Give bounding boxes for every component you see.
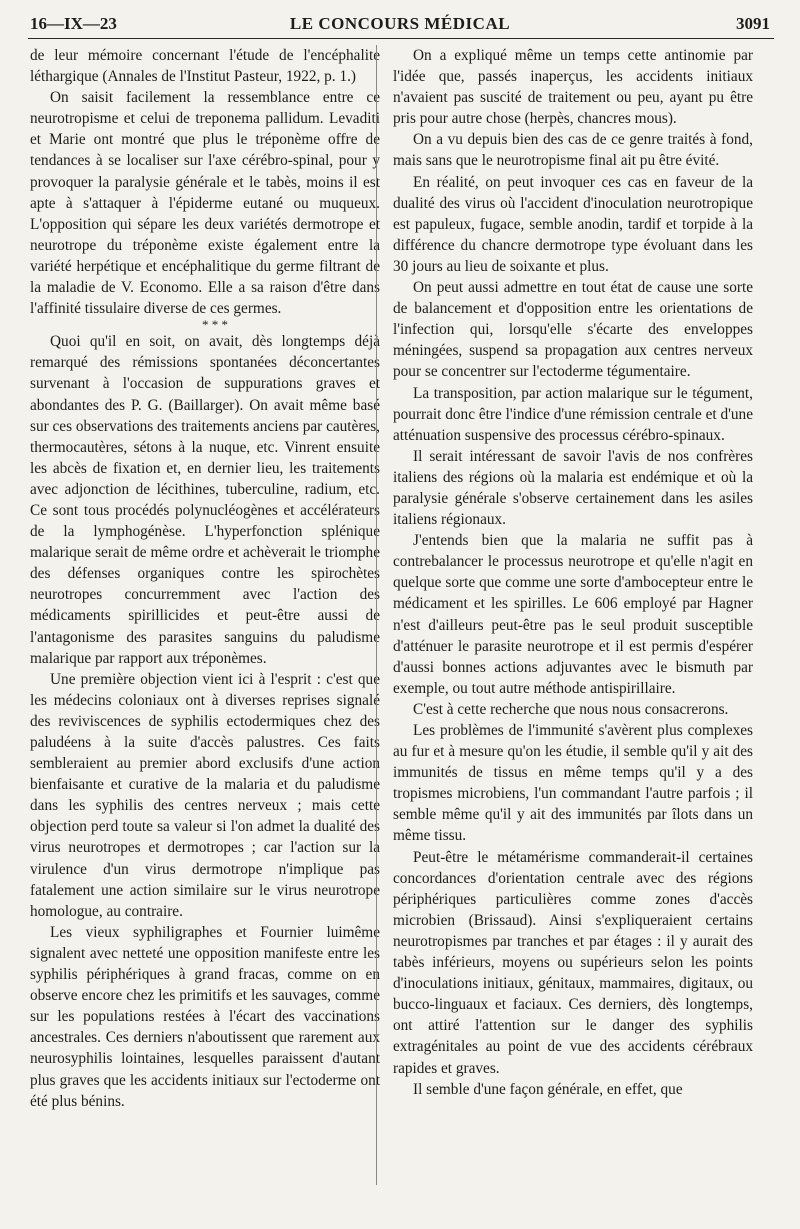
paragraph: On a expliqué même un temps cette antinomie par l'idée que, passés inaperçus, les accidents initiaux n'avaient pas suscité de traitement ou peu, ayant pu être pris pour autre chose (herpès, chancres mous).: [393, 47, 753, 128]
section-asterism: * * *: [202, 317, 228, 333]
paragraph: Les problèmes de l'immunité s'avèrent plus complexes au fur et à mesure qu'on les étudie, il semble qu'il y ait des immunités de tissus en même temps qu'il y a des tropismes microbiens, l'un commandant l'autre parfois ; il semble même qu'il y ait des immunités par îlots dans un même tissu.: [393, 722, 753, 845]
paragraph: Il semble d'une façon générale, en effet, que: [413, 1080, 683, 1098]
paragraph: On saisit facilement la ressemblance entre ce neurotropisme et celui de treponema pallidum. Levaditi et Marie ont montré que plus le tréponème offre de tendances à se localiser sur l'axe cérébro-spinal, pour y provoquer la paralysie générale et le tabès, moins il est apte à s'attaquer à l'épiderme eutané ou muqueux. L'opposition qui sépare les deux variétés dermotrope et neurotrope du tréponème existe également entre la variété herpétique et encéphalitique du germe filtrant de la maladie de V. Economo. Elle a sa raison d'être dans l'affinité tissulaire diverse de ces germes.: [30, 89, 380, 318]
paragraph: Quoi qu'il en soit, on avait, dès longtemps déjà remarqué des rémissions spontanées déconcertantes survenant à l'occasion de suppurations graves et abondantes des P. G. (Baillarger). On avait même basé sur ces observations des traitements anciens par cautères, thermocautères, sétons à la nuque, etc. Vinrent ensuite les abcès de fixation et, en dernier lieu, les traitements avec adjonction de lécithines, tuberculine, radium, etc. Ce sont tous procédés polynucléogènes et accélérateurs de la lymphogénèse. L'hyperfonction splénique malarique serait de même ordre et achèverait le triomphe des défenses organiques contre les spirochètes neurotropes concurremment avec l'action des médicaments spirillicides et peut-être aussi de l'antagonisme des parasites sanguins du paludisme malarique par rapport aux tréponèmes.: [30, 333, 380, 667]
paragraph: C'est à cette recherche que nous nous consacrerons.: [413, 700, 729, 718]
column-divider: [376, 45, 377, 1185]
header-date: 16—IX—23: [30, 14, 117, 33]
header-rule: [28, 38, 774, 39]
page-header: [30, 12, 770, 38]
paragraph: de leur mémoire concernant l'étude de l'encéphalite léthargique (Annales de l'Institut Pasteur, 1922, p. 1.): [30, 47, 380, 86]
paragraph: On peut aussi admettre en tout état de cause une sorte de balancement et d'opposition entre les orientations de l'infection qui, lorsqu'elle s'écarte des enveloppes méningées, suspend sa propagation aux centres nerveux pour se concentrer sur l'ectoderme tégumentaire.: [393, 279, 753, 381]
journal-title: LE CONCOURS MÉDICAL: [289, 14, 511, 33]
paragraph: La transposition, par action malarique sur le tégument, pourrait donc être l'indice d'une rémission centrale et d'une atténuation suspensive des processus cérébro-spinaux.: [393, 384, 753, 444]
paragraph: Une première objection vient ici à l'esprit : c'est que les médecins coloniaux ont à diverses reprises signalé des reviviscences de syphilis ectodermiques chez des paludéens à la suite d'accès palustres. Ces faits sembleraient au premier abord exclusifs d'une action bienfaisante et curative de la malaria et du paludisme dans les syphilis des centres nerveux ; mais cette objection perd toute sa valeur si l'on admet la dualité des virus neurotropes et dermotropes ; car l'action sur la virulence d'un virus dermotrope n'implique pas fatalement une action similaire sur le virus neurotrope homologue, au contraire.: [30, 670, 380, 920]
paragraph: J'entends bien que la malaria ne suffit pas à contrebalancer le processus neurotrope et qu'elle n'agit en quelque sorte que comme une sorte d'ambocepteur entre le médicament et les spirilles. Le 606 employé par Hagner n'est d'ailleurs peut-être pas le seul produit susceptible d'atténuer le parasite neurotrope et il est permis d'espérer d'aussi bonnes actions adjuvantes avec le bismuth par exemple, ou tout autre méthode antispirillaire.: [393, 532, 753, 697]
paragraph: Il serait intéressant de savoir l'avis de nos confrères italiens des régions où la malaria est endémique et où la paralysie générale s'observe certainement dans les asiles italiens régionaux.: [393, 447, 753, 529]
left-column: [30, 45, 380, 1112]
paragraph: En réalité, on peut invoquer ces cas en faveur de la dualité des virus où l'accident d'inoculation neurotropique est papuleux, fugace, semble anodin, tardif et torpide à la différence du chancre dermotrope type évoluant dans les 30 jours au lieu de soixante et plus.: [393, 173, 753, 275]
right-column: [393, 45, 753, 1100]
paragraph: Les vieux syphiligraphes et Fournier luimême signalent avec netteté une opposition manifeste entre les syphilis périphériques à grand fracas, comme on en observe encore chez les primitifs et les sauvages, comme sur les populations restées à l'écart des vaccinations ancestrales. Ces derniers n'aboutissent que rarement aux neurosyphilis lointaines, lesquelles paraissent d'autant plus graves que les accidents initiaux sur l'ectoderme ont été plus bénins.: [30, 923, 380, 1110]
paragraph: Peut-être le métamérisme commanderait-il certaines concordances d'orientation centrale avec des régions périphériques particulières comme zones d'accès microbien (Brissaud). Ainsi s'expliqueraient certains neurotropismes par tranches et par étages : il y aurait des tabès inférieurs, moyens ou supérieurs selon les points d'inoculations initiaux, génitaux, mammaires, digitaux, ou bucco-linguaux et faciaux. Ces derniers, dès longtemps, ont attiré l'attention sur le danger des syphilis extragénitales au point de vue des accidents cérébraux rapides et graves.: [393, 848, 753, 1077]
paragraph: On a vu depuis bien des cas de ce genre traités à fond, mais sans que le neurotropisme final ait pu être évité.: [393, 131, 753, 170]
page-number: 3091: [736, 14, 770, 33]
